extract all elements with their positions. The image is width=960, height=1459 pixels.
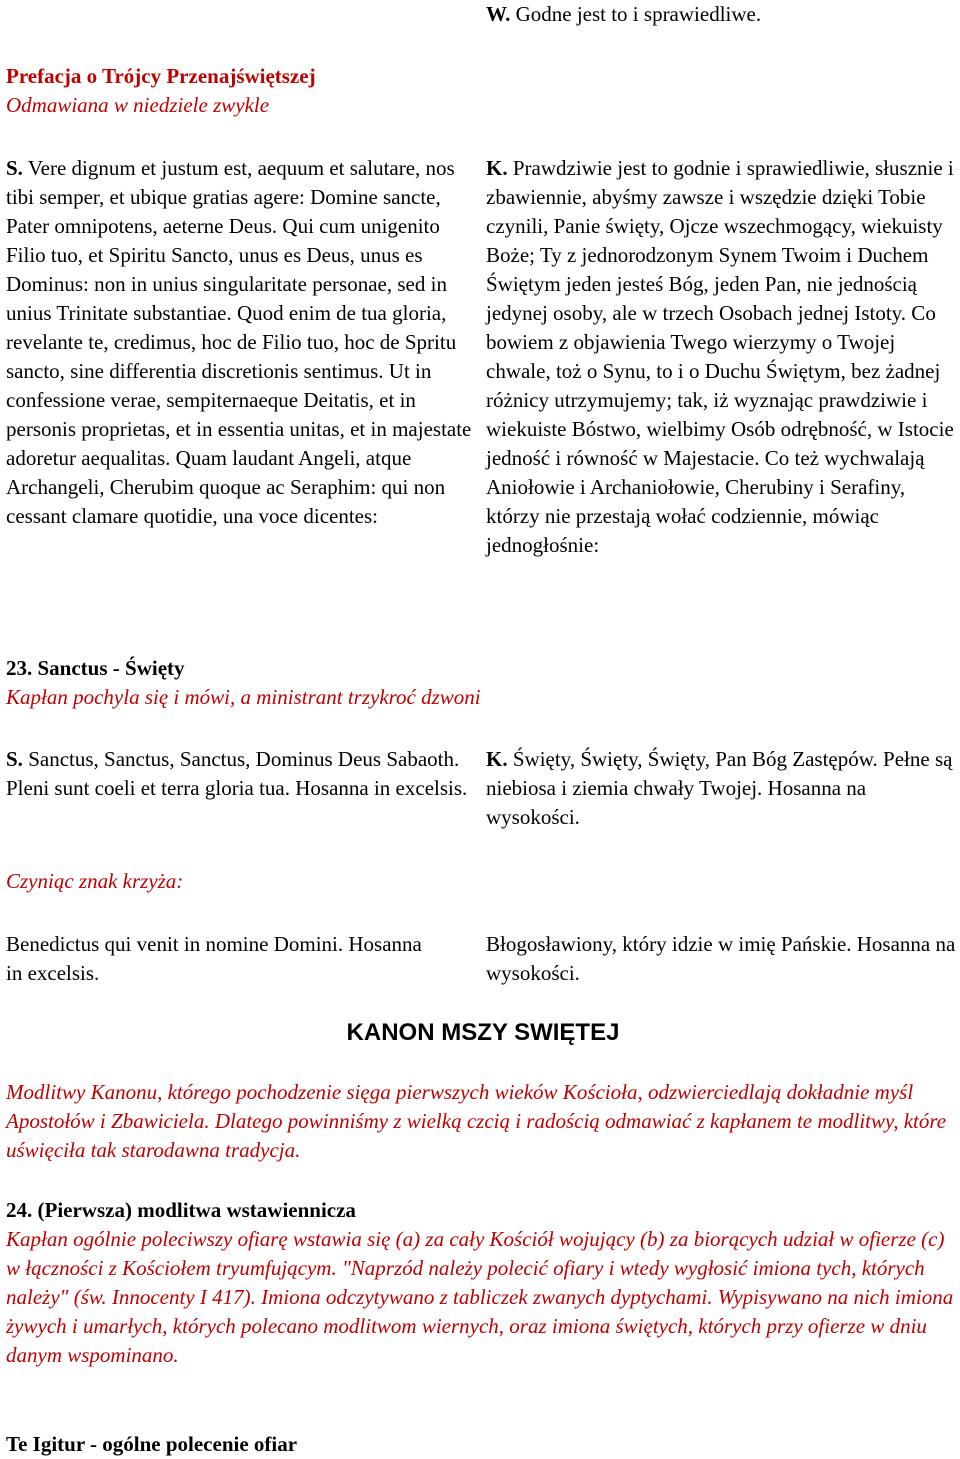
response-text: Godne jest to i sprawiedliwe. xyxy=(515,2,762,26)
preface-title: Prefacja o Trójcy Przenajświętszej xyxy=(6,64,316,88)
sanctus-polish xyxy=(486,745,958,832)
polish-text: Prawdziwie jest to godnie i sprawiedliwie, słusznie i zbawiennie, abyśmy zawsze i wszędzie dzięki Tobie czynili, Panie święty, Ojcze wszechmogący, wiekuisty Boże; Ty z jednorodzonym Synem Twoim i Duchem Świętym jeden jesteś Bóg, jeden Pan, nie jednością jedynej osoby, ale w trzech Osobach jednej Istoty. Co bowiem z objawienia Twego wierzymy o Twojej chwale, toż o Synu, to i o Duchu Świętym, bez żadnej różnicy utrzymujemy; tak, iż wyznając prawdziwie i wiekuiste Bóstwo, wielbimy Osób odrębność, w Istocie jedność i równość w Majestacie. Co też wychwalają Aniołowie i Archaniołowie, Cherubiny i Serafiny, którzy nie przestają wołać codziennie, mówiąc jednogłośnie: xyxy=(486,156,954,557)
latin-text: Vere dignum et justum est, aequum et salutare, nos tibi semper, et ubique gratias agere: Domine sancte, Pater omnipotens, aeterne Deus. Qui cum unigenito Filio tuo, et Spiritu Sancto, unus es Deus, unus es Dominus: non in unius singularitate personae, sed in unius Trinitate substantiae. Quod enim de tua gloria, revelante te, credimus, hoc de Filio tuo, hoc de Spritu sancto, sine differentia discretionis sentimus. Ut in confessione verae, sempiternaeque Deitatis, et in personis proprietas, et in essentia unitas, et in majestate adoretur aequalitas. Quam laudant Angeli, atque Archangeli, Cherubim quoque ac Seraphim: qui non cessant clamare quotidie, una voce dicentes: xyxy=(6,156,472,528)
response-line xyxy=(486,0,958,29)
sanctus-polish-text: Święty, Święty, Święty, Pan Bóg Zastępów. Pełne są niebiosa i ziemia chwały Twojej. Hosanna na wysokości. xyxy=(486,747,953,829)
cross-rubric: Czyniąc znak krzyża: xyxy=(6,869,184,893)
preface-subtitle: Odmawiana w niedziele zwykle xyxy=(6,93,270,117)
benedictus-polish: Błogosławiony, który idzie w imię Pańskie. Hosanna na wysokości. xyxy=(486,932,956,985)
te-igitur-title: Te Igitur - ogólne polecenie ofiar xyxy=(6,1432,298,1456)
response-prefix: W. xyxy=(486,2,511,26)
sanctus-rubric: Kapłan pochyla się i mówi, a ministrant trzykroć dzwoni xyxy=(6,685,481,709)
sanctus-latin-prefix: S. xyxy=(6,747,23,771)
sanctus-polish-prefix: K. xyxy=(486,747,508,771)
section24-rubric: Kapłan ogólnie poleciwszy ofiarę wstawia się (a) za cały Kościół wojujący (b) za biorących udział w ofierze (c) w łączności z Kościołem tryumfującym. "Naprzód należy polecić ofiary i wtedy wygłosić imiona tych, których należy" (św. Innocenty I 417). Imiona odczytywano z tabliczek zwanych dyptychami. Wypisywano na nich imiona żywych i umarłych, których polecano modlitwom wiernych, oraz imiona świętych, których przy ofierze w dniu danym wspominano. xyxy=(6,1227,954,1367)
sanctus-latin xyxy=(6,745,476,803)
kanon-heading: KANON MSZY SWIĘTEJ xyxy=(346,1019,620,1046)
polish-prefix: K. xyxy=(486,156,508,180)
latin-prefix: S. xyxy=(6,156,23,180)
benedictus-latin: Benedictus qui venit in nomine Domini. Hosanna in excelsis. xyxy=(6,932,422,985)
preface-polish xyxy=(486,154,958,560)
sanctus-latin-text: Sanctus, Sanctus, Sanctus, Dominus Deus Sabaoth. Pleni sunt coeli et terra gloria tua. Hosanna in excelsis. xyxy=(6,747,468,800)
section24-title: 24. (Pierwsza) modlitwa wstawiennicza xyxy=(6,1198,356,1222)
kanon-intro: Modlitwy Kanonu, którego pochodzenie sięga pierwszych wieków Kościoła, odzwierciedlają dokładnie myśl Apostołów i Zbawiciela. Dlatego powinniśmy z wielką czcią i radością odmawiać z kapłanem te modlitwy, które uświęciła tak starodawna tradycja. xyxy=(6,1080,947,1162)
sanctus-title: 23. Sanctus - Święty xyxy=(6,656,185,680)
preface-latin xyxy=(6,154,476,531)
